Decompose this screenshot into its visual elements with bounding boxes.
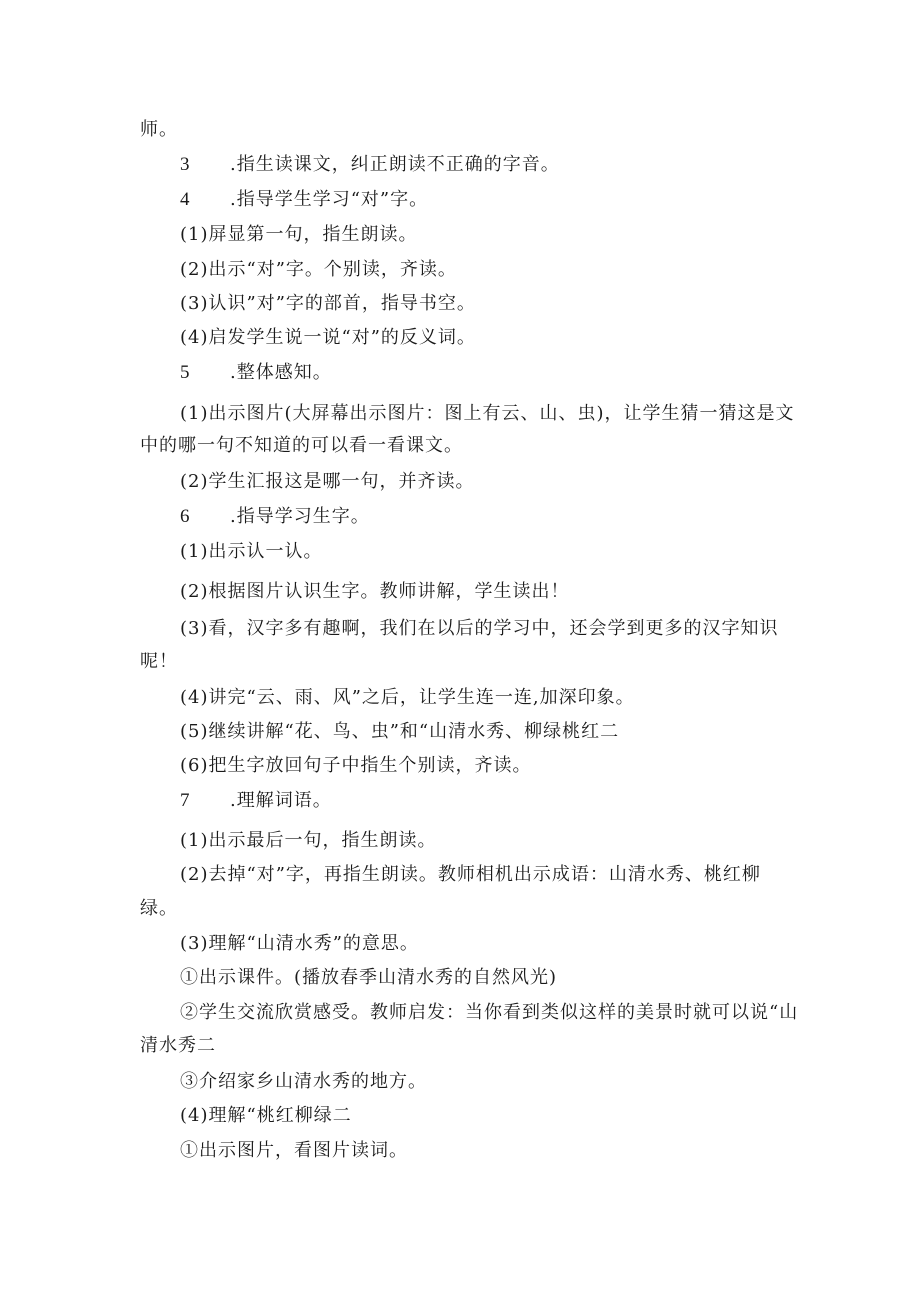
step-text: .指生读课文，纠正朗读不正确的字音。: [230, 154, 560, 175]
sub-item: ②学生交流欣赏感受。教师启发：当你看到类似这样的美景时就可以说“山: [180, 1002, 799, 1023]
numbered-step-4: [180, 188, 428, 212]
sub-item: (6)把生字放回句子中指生个别读，齐读。: [180, 755, 532, 776]
step-number: 4: [180, 189, 191, 210]
numbered-step-5: [180, 361, 332, 385]
text-line: 绿。: [140, 898, 178, 919]
sub-item: (2)学生汇报这是哪一句，并齐读。: [180, 471, 475, 492]
sub-item: (4)启发学生说一说“对”的反义词。: [180, 327, 476, 348]
sub-item: (5)继续讲解“花、鸟、虫”和“山清水秀、柳绿桃红二: [180, 721, 620, 742]
sub-item: ①出示图片，看图片读词。: [180, 1140, 408, 1161]
sub-item: ①出示课件。(播放春季山清水秀的自然风光): [180, 967, 558, 988]
numbered-step-6: [180, 505, 370, 529]
text-line: 中的哪一句不知道的可以看一看课文。: [140, 435, 463, 456]
step-number: 6: [180, 506, 191, 527]
text-line: 呢！: [140, 651, 178, 672]
sub-item: (2)根据图片认识生字。教师讲解，学生读出！: [180, 581, 570, 602]
text-line: 师。: [140, 119, 178, 140]
step-number: 7: [180, 790, 191, 811]
sub-item: (1)出示图片(大屏幕出示图片：图上有云、山、虫)，让学生猜一猜这是文: [180, 403, 795, 424]
step-text: .指导学习生字。: [230, 506, 370, 527]
sub-item: (4)讲完“云、雨、风”之后，让学生连一连,加深印象。: [180, 687, 635, 708]
text-line: 清水秀二: [140, 1035, 216, 1056]
sub-item: (2)出示“对”字。个别读，齐读。: [180, 259, 457, 280]
step-number: 5: [180, 362, 191, 383]
sub-item: (1)屏显第一句，指生朗读。: [180, 224, 418, 245]
numbered-step-7: [180, 789, 332, 813]
sub-item: (1)出示认一认。: [180, 541, 323, 562]
sub-item: (3)认识”对”字的部首，指导书空。: [180, 293, 476, 314]
sub-item: (2)去掉“对”字，再指生朗读。教师相机出示成语：山清水秀、桃红柳: [180, 864, 761, 885]
step-text: .指导学生学习“对”字。: [230, 189, 429, 210]
step-number: 3: [180, 154, 191, 175]
sub-item: ③介绍家乡山清水秀的地方。: [180, 1071, 427, 1092]
step-text: .理解词语。: [230, 790, 332, 811]
sub-item: (1)出示最后一句，指生朗读。: [180, 830, 437, 851]
step-text: .整体感知。: [230, 362, 332, 383]
numbered-step-3: [180, 153, 560, 177]
sub-item: (3)理解“山清水秀”的意思。: [180, 933, 419, 954]
sub-item: (3)看，汉字多有趣啊，我们在以后的学习中，还会学到更多的汉字知识: [180, 618, 779, 639]
sub-item: (4)理解“桃红柳绿二: [180, 1105, 352, 1126]
